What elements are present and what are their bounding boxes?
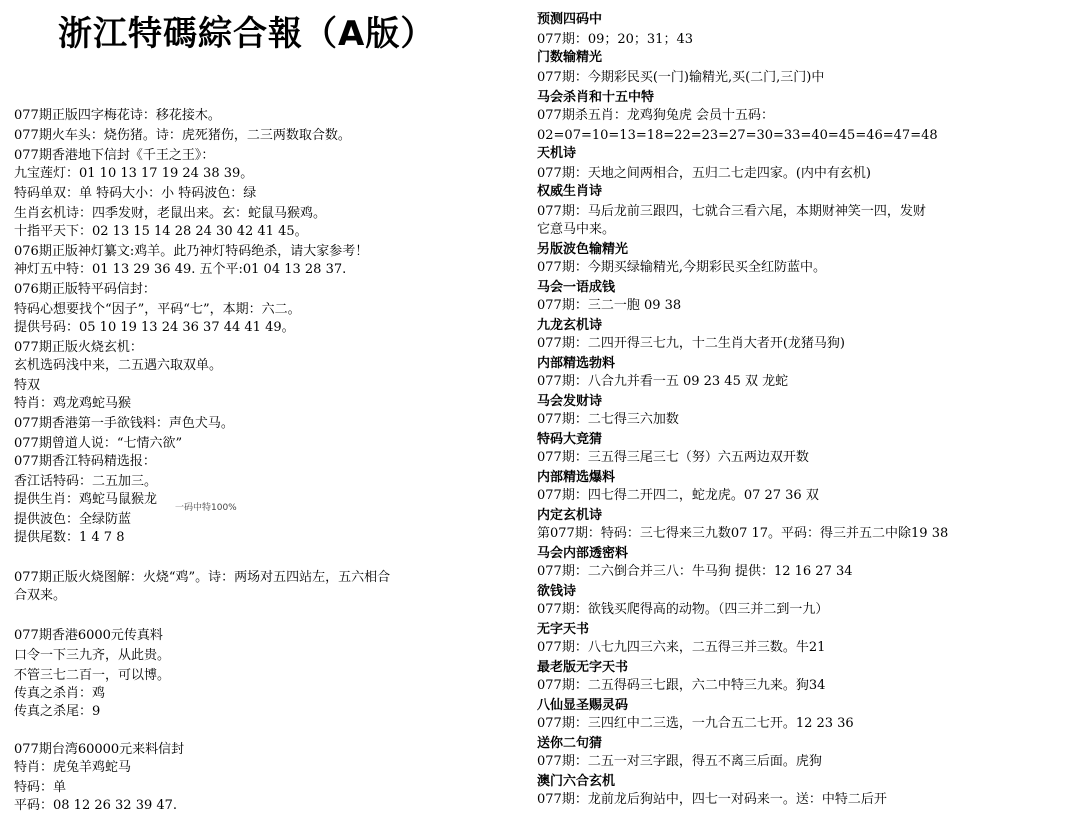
left-text-line: 特码心想要找个“因子”，平码“七”，本期：六二。: [14, 302, 301, 317]
left-text-line: 十指平天下：02 13 15 14 28 24 30 42 41 45。: [14, 224, 308, 239]
left-text-line: 077期香港6000元传真料: [14, 628, 163, 643]
left-text-line: 口令一下三九齐，从此贵。: [14, 648, 171, 663]
right-text-line: 077期：今期彩民买(一门)输精光,买(二门,三门)中: [537, 70, 825, 85]
left-text-line: 077期正版火烧玄机：: [14, 340, 143, 355]
right-text-line: 它意马中来。: [537, 222, 616, 237]
right-text-line: 欲钱诗: [537, 584, 577, 599]
right-text-line: 马会一语成钱: [537, 280, 616, 295]
right-text-line: 077期：三二一胞 09 38: [537, 298, 682, 313]
left-text-line: 生肖玄机诗：四季发财，老鼠出来。玄：蛇鼠马猴鸡。: [14, 206, 327, 221]
left-text-line: 076期正版特平码信封：: [14, 282, 156, 297]
right-text-line: 天机诗: [537, 146, 577, 161]
right-text-line: 077期：欲钱买爬得高的动物。（四三并二到一九）: [537, 602, 829, 617]
left-text-line: 九宝莲灯：01 10 13 17 19 24 38 39。: [14, 166, 254, 181]
left-text-line: 077期香港地下信封《千王之王》：: [14, 148, 215, 163]
left-text-line: 077期火车头：烧伤猪。诗：虎死猪伤，二三两数取合数。: [14, 128, 351, 143]
right-text-line: 02=07=10=13=18=22=23=27=30=33=40=45=46=47=48: [537, 128, 938, 143]
left-text-line: 提供号码：05 10 19 13 24 36 37 44 41 49。: [14, 320, 295, 335]
right-text-line: 八仙显圣赐灵码: [537, 698, 629, 713]
right-text-line: 另版波色输精光: [537, 242, 629, 257]
left-text-line: 077期台湾60000元来料信封: [14, 742, 185, 757]
right-text-line: 077期：二六倒合并三八：牛马狗 提供：12 16 27 34: [537, 564, 853, 579]
left-text-line: 特肖：鸡龙鸡蛇马猴: [14, 396, 132, 411]
right-text-line: 权威生肖诗: [537, 184, 603, 199]
right-text-line: 内部精选勃料: [537, 356, 616, 371]
left-text-line: 特码：单: [14, 780, 67, 795]
right-text-line: 077期：二五一对三字跟，得五不离三后面。虎狗: [537, 754, 822, 769]
right-text-line: 077期：二五得码三七跟，六二中特三九来。狗34: [537, 678, 826, 693]
right-text-line: 077期杀五肖：龙鸡狗兔虎 会员十五码：: [537, 108, 774, 123]
right-text-line: 马会内部透密料: [537, 546, 629, 561]
right-text-line: 077期：二七得三六加数: [537, 412, 679, 427]
right-text-line: 077期：三五得三尾三七（努）六五两边双开数: [537, 450, 809, 465]
left-text-line: 077期香江特码精选报：: [14, 454, 156, 469]
right-text-line: 内定玄机诗: [537, 508, 603, 523]
left-text-line: 特肖：虎兔羊鸡蛇马: [14, 760, 132, 775]
left-text-line: 076期正版神灯纂文:鸡羊。此乃神灯特码绝杀，请大家参考！: [14, 244, 369, 259]
left-text-line: 提供生肖：鸡蛇马鼠猴龙: [14, 492, 158, 507]
right-text-line: 内部精选爆料: [537, 470, 616, 485]
right-text-line: 077期：龙前龙后狗站中，四七一对码来一。送：中特二后开: [537, 792, 887, 807]
left-text-line: 不管三七二百一，可以博。: [14, 668, 171, 683]
right-text-line: 送你二句猜: [537, 736, 603, 751]
right-text-line: 最老版无字天书: [537, 660, 629, 675]
right-text-line: 077期：三四红中二三选，一九合五二七开。12 23 36: [537, 716, 854, 731]
right-text-line: 077期：八七九四三六来，二五得三并三数。牛21: [537, 640, 826, 655]
right-text-line: 077期：马后龙前三跟四，七就合三看六尾，本期财神笑一四，发财: [537, 204, 926, 219]
left-text-line: 神灯五中特：01 13 29 36 49. 五个平:01 04 13 28 37.: [14, 262, 347, 277]
left-text-line: 传真之杀尾：9: [14, 704, 101, 719]
left-text-line: 特码单双：单 特码大小：小 特码波色：绿: [14, 186, 257, 201]
right-text-line: 马会发财诗: [537, 394, 603, 409]
right-text-line: 特码大竞猜: [537, 432, 603, 447]
right-text-line: 九龙玄机诗: [537, 318, 603, 333]
left-text-line: 077期正版火烧图解：火烧“鸡”。诗：两场对五四站左，五六相合: [14, 570, 391, 585]
left-text-line: 合双来。: [14, 588, 67, 603]
right-text-line: 门数输精光: [537, 50, 603, 65]
right-text-line: 077期：09；20；31；43: [537, 32, 693, 47]
page-title: 浙江特碼綜合報（A版）: [58, 14, 436, 54]
left-text-line: 玄机选码浅中来，二五遇六取双单。: [14, 358, 223, 373]
left-text-line: 077期正版四字梅花诗：移花接木。: [14, 108, 221, 123]
left-text-line: 提供尾数：1 4 7 8: [14, 530, 125, 545]
right-text-line: 第077期：特码：三七得来三九数07 17。平码：得三并五二中除19 38: [537, 526, 949, 541]
left-text-line: 传真之杀肖：鸡: [14, 686, 106, 701]
right-text-line: 无字天书: [537, 622, 590, 637]
watermark-stamp: 一码中特100%: [175, 503, 237, 513]
right-text-line: 077期：天地之间两相合，五归二七走四家。(内中有玄机): [537, 166, 871, 181]
right-text-line: 澳门六合玄机: [537, 774, 616, 789]
right-text-line: 预测四码中: [537, 12, 603, 27]
right-text-line: 077期：二四开得三七九，十二生肖大者开(龙猪马狗): [537, 336, 845, 351]
left-text-line: 特双: [14, 378, 41, 393]
left-text-line: 077期香港第一手欲钱料：声色犬马。: [14, 416, 234, 431]
left-text-line: 提供波色：全绿防蓝: [14, 512, 132, 527]
right-text-line: 077期：今期买绿输精光,今期彩民买全红防蓝中。: [537, 260, 826, 275]
left-text-line: 077期曾道人说：“七情六欲”: [14, 436, 183, 451]
right-text-line: 077期：八合九并看一五 09 23 45 双 龙蛇: [537, 374, 789, 389]
left-text-line: 平码：08 12 26 32 39 47.: [14, 798, 178, 813]
left-text-line: 香江话特码：二五加三。: [14, 474, 158, 489]
right-text-line: 077期：四七得二开四二，蛇龙虎。07 27 36 双: [537, 488, 819, 503]
right-text-line: 马会杀肖和十五中特: [537, 90, 655, 105]
